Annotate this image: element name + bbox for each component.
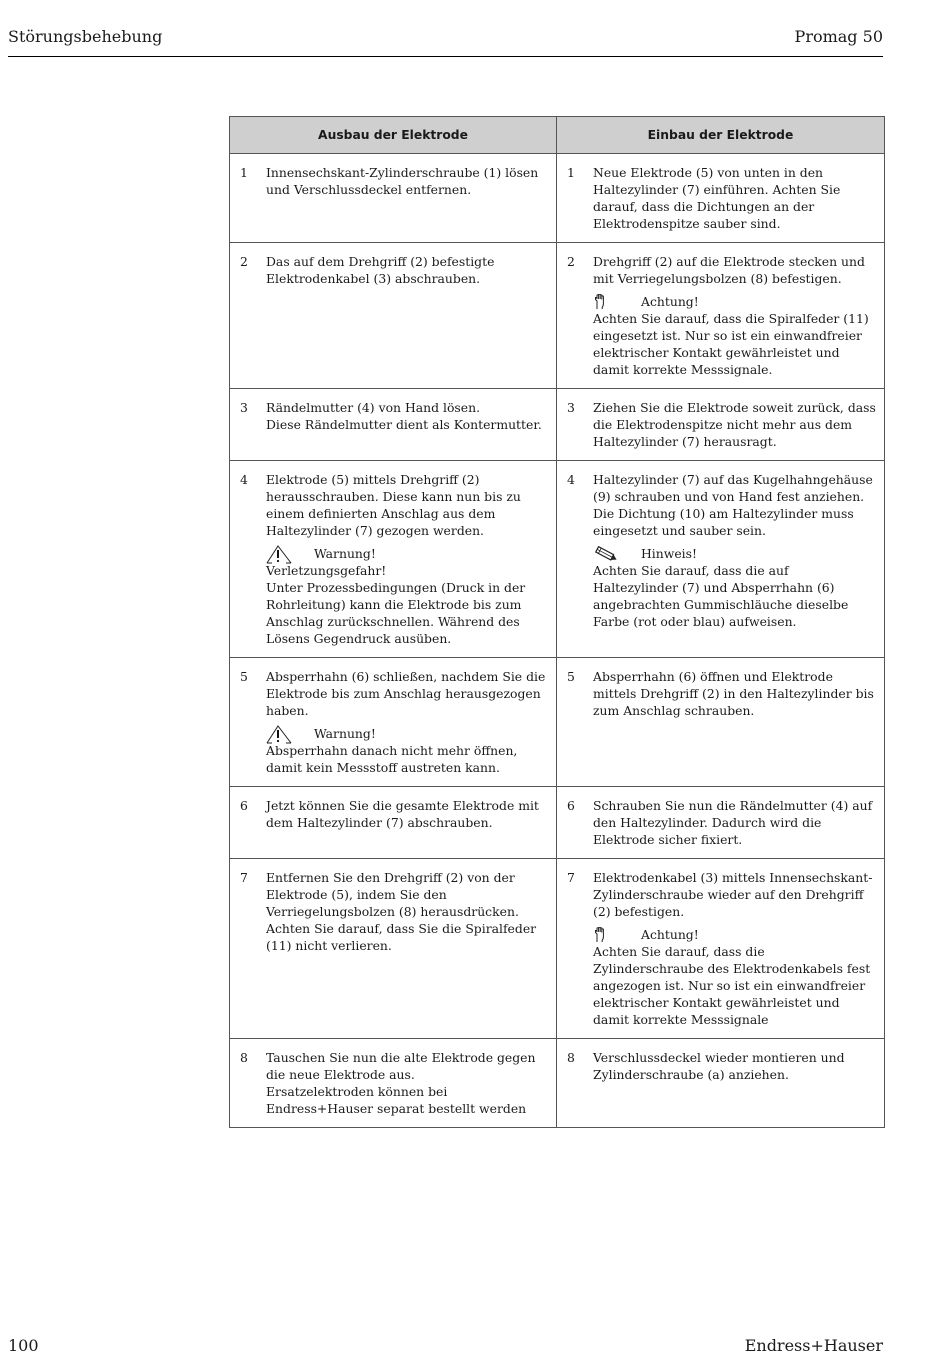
step-line: Ziehen Sie die Elektrode soweit zurück, dass die Elektrodenspitze nicht mehr aus dem Haltezylinder (7) herausragt. <box>593 400 876 449</box>
step-cell-right <box>557 859 885 1039</box>
step-cell-left <box>230 243 557 389</box>
step-text <box>593 399 876 450</box>
table-row <box>230 154 885 243</box>
warning-icon <box>266 544 314 564</box>
note-label: Hinweis! <box>641 546 697 561</box>
note-label: Achtung! <box>641 927 699 942</box>
step-number: 7 <box>240 870 248 885</box>
table-header-row <box>230 117 885 154</box>
step-text <box>593 797 876 848</box>
step-note <box>266 725 548 776</box>
step-number: 6 <box>240 798 248 813</box>
step-text <box>593 668 876 719</box>
note-line: Achten Sie darauf, dass die auf Haltezylinder (7) und Absperrhahn (6) angebrachten Gummischläuche dieselbe Farbe (rot oder blau) aufweisen. <box>593 563 849 629</box>
step-line: Innensechskant-Zylinderschraube (1) lösen und Verschlussdeckel entfernen. <box>266 165 539 197</box>
step-cell-left <box>230 859 557 1039</box>
step-number: 5 <box>567 669 575 684</box>
step-cell-left <box>230 1039 557 1128</box>
pencil-icon <box>593 545 641 563</box>
step-cell-right <box>557 243 885 389</box>
step-text <box>266 869 548 954</box>
page-number: 100 <box>8 1336 39 1355</box>
step-text <box>266 399 548 433</box>
step-line: Verschlussdeckel wieder montieren und Zylinderschraube (a) anziehen. <box>593 1050 845 1082</box>
step-number: 4 <box>567 472 575 487</box>
table-row <box>230 658 885 787</box>
step-number: 3 <box>567 400 575 415</box>
step-text <box>266 668 548 776</box>
running-header-section: Störungsbehebung <box>8 27 163 46</box>
step-number: 4 <box>240 472 248 487</box>
hand-icon <box>593 294 641 310</box>
step-number: 2 <box>240 254 248 269</box>
header-rule <box>8 56 883 57</box>
step-line: Tauschen Sie nun die alte Elektrode gegen die neue Elektrode aus. <box>266 1050 536 1082</box>
step-text <box>593 253 876 378</box>
table-row <box>230 389 885 461</box>
step-text <box>593 1049 876 1083</box>
note-label: Achtung! <box>641 294 699 309</box>
step-number: 7 <box>567 870 575 885</box>
note-label: Warnung! <box>314 726 376 741</box>
step-text <box>266 471 548 647</box>
step-cell-right <box>557 461 885 658</box>
step-cell-left <box>230 461 557 658</box>
step-number: 1 <box>240 165 248 180</box>
step-line: Elektrode (5) mittels Drehgriff (2) herausschrauben. Diese kann nun bis zu einem definierten Anschlag aus dem Haltezylinder (7) gezogen werden. <box>266 472 521 538</box>
note-line: Achten Sie darauf, dass die Spiralfeder (11) eingesetzt ist. Nur so ist ein einwandfreier elektrischer Kontakt gewährleistet und damit korrekte Messsignale. <box>593 311 869 377</box>
step-note <box>593 926 876 1028</box>
step-note <box>593 293 876 378</box>
step-text <box>593 471 876 630</box>
step-line: Absperrhahn (6) schließen, nachdem Sie die Elektrode bis zum Anschlag herausgezogen haben. <box>266 669 546 718</box>
warning-icon <box>266 724 314 744</box>
note-line: Achten Sie darauf, dass die Zylinderschraube des Elektrodenkabels fest angezogen ist. Nur so ist ein einwandfreier elektrischer Kontakt gewährleistet und damit korrekte Messsignale <box>593 944 871 1027</box>
step-number: 3 <box>240 400 248 415</box>
step-line: Das auf dem Drehgriff (2) befestigte Elektrodenkabel (3) abschrauben. <box>266 254 495 286</box>
step-text <box>593 164 876 232</box>
step-text <box>266 164 548 198</box>
step-number: 1 <box>567 165 575 180</box>
step-line: Haltezylinder (7) auf das Kugelhahngehäuse (9) schrauben und von Hand fest anziehen. <box>593 472 873 504</box>
step-line: Neue Elektrode (5) von unten in den Haltezylinder (7) einführen. Achten Sie darauf, dass die Dichtungen an der Elektrodenspitze sauber sind. <box>593 165 841 231</box>
step-line: Die Dichtung (10) am Haltezylinder muss eingesetzt und sauber sein. <box>593 506 854 538</box>
note-line: Absperrhahn danach nicht mehr öffnen, damit kein Messstoff austreten kann. <box>266 743 518 775</box>
step-cell-left <box>230 787 557 859</box>
step-cell-right <box>557 389 885 461</box>
step-number: 8 <box>567 1050 575 1065</box>
step-number: 8 <box>240 1050 248 1065</box>
running-header-product: Promag 50 <box>794 27 883 46</box>
step-note <box>266 545 548 647</box>
table-row <box>230 1039 885 1128</box>
table-row <box>230 787 885 859</box>
step-cell-right <box>557 1039 885 1128</box>
hand-icon <box>593 927 641 943</box>
step-cell-left <box>230 154 557 243</box>
step-text <box>266 797 548 831</box>
step-cell-right <box>557 154 885 243</box>
step-cell-left <box>230 658 557 787</box>
note-label: Warnung! <box>314 546 376 561</box>
step-text <box>266 253 548 287</box>
footer-brand: Endress+Hauser <box>744 1336 883 1355</box>
step-line: Entfernen Sie den Drehgriff (2) von der Elektrode (5), indem Sie den Verriegelungsbolzen (8) herausdrücken. Achten Sie darauf, dass Sie die Spiralfeder (11) nicht verlieren. <box>266 870 537 953</box>
table-row <box>230 859 885 1039</box>
step-cell-left <box>230 389 557 461</box>
procedure-table <box>229 116 885 1128</box>
step-line: Schrauben Sie nun die Rändelmutter (4) auf den Haltezylinder. Dadurch wird die Elektrode sicher fixiert. <box>593 798 873 847</box>
table-row <box>230 461 885 658</box>
column-header-installation: Einbau der Elektrode <box>557 117 885 154</box>
step-cell-right <box>557 658 885 787</box>
note-line: Verletzungsgefahr! <box>266 563 387 578</box>
step-text <box>593 869 876 1028</box>
step-note <box>593 545 876 630</box>
step-line: Jetzt können Sie die gesamte Elektrode mit dem Haltezylinder (7) abschrauben. <box>266 798 539 830</box>
step-number: 6 <box>567 798 575 813</box>
step-cell-right <box>557 787 885 859</box>
step-line: Drehgriff (2) auf die Elektrode stecken und mit Verriegelungsbolzen (8) befestigen. <box>593 254 865 286</box>
column-header-removal: Ausbau der Elektrode <box>230 117 557 154</box>
step-number: 2 <box>567 254 575 269</box>
note-line: Unter Prozessbedingungen (Druck in der Rohrleitung) kann die Elektrode bis zum Anschlag zurückschnellen. Während des Lösens Gegendruck ausüben. <box>266 580 526 646</box>
step-line: Elektrodenkabel (3) mittels Innensechskant-Zylinderschraube wieder auf den Drehgriff (2) befestigen. <box>593 870 873 919</box>
step-line: Ersatzelektroden können bei Endress+Hauser separat bestellt werden <box>266 1084 527 1116</box>
step-number: 5 <box>240 669 248 684</box>
step-line: Rändelmutter (4) von Hand lösen. <box>266 400 481 415</box>
step-line: Diese Rändelmutter dient als Kontermutter. <box>266 417 542 432</box>
step-line: Absperrhahn (6) öffnen und Elektrode mittels Drehgriff (2) in den Haltezylinder bis zum Anschlag schrauben. <box>593 669 874 718</box>
step-text <box>266 1049 548 1117</box>
table-row <box>230 243 885 389</box>
